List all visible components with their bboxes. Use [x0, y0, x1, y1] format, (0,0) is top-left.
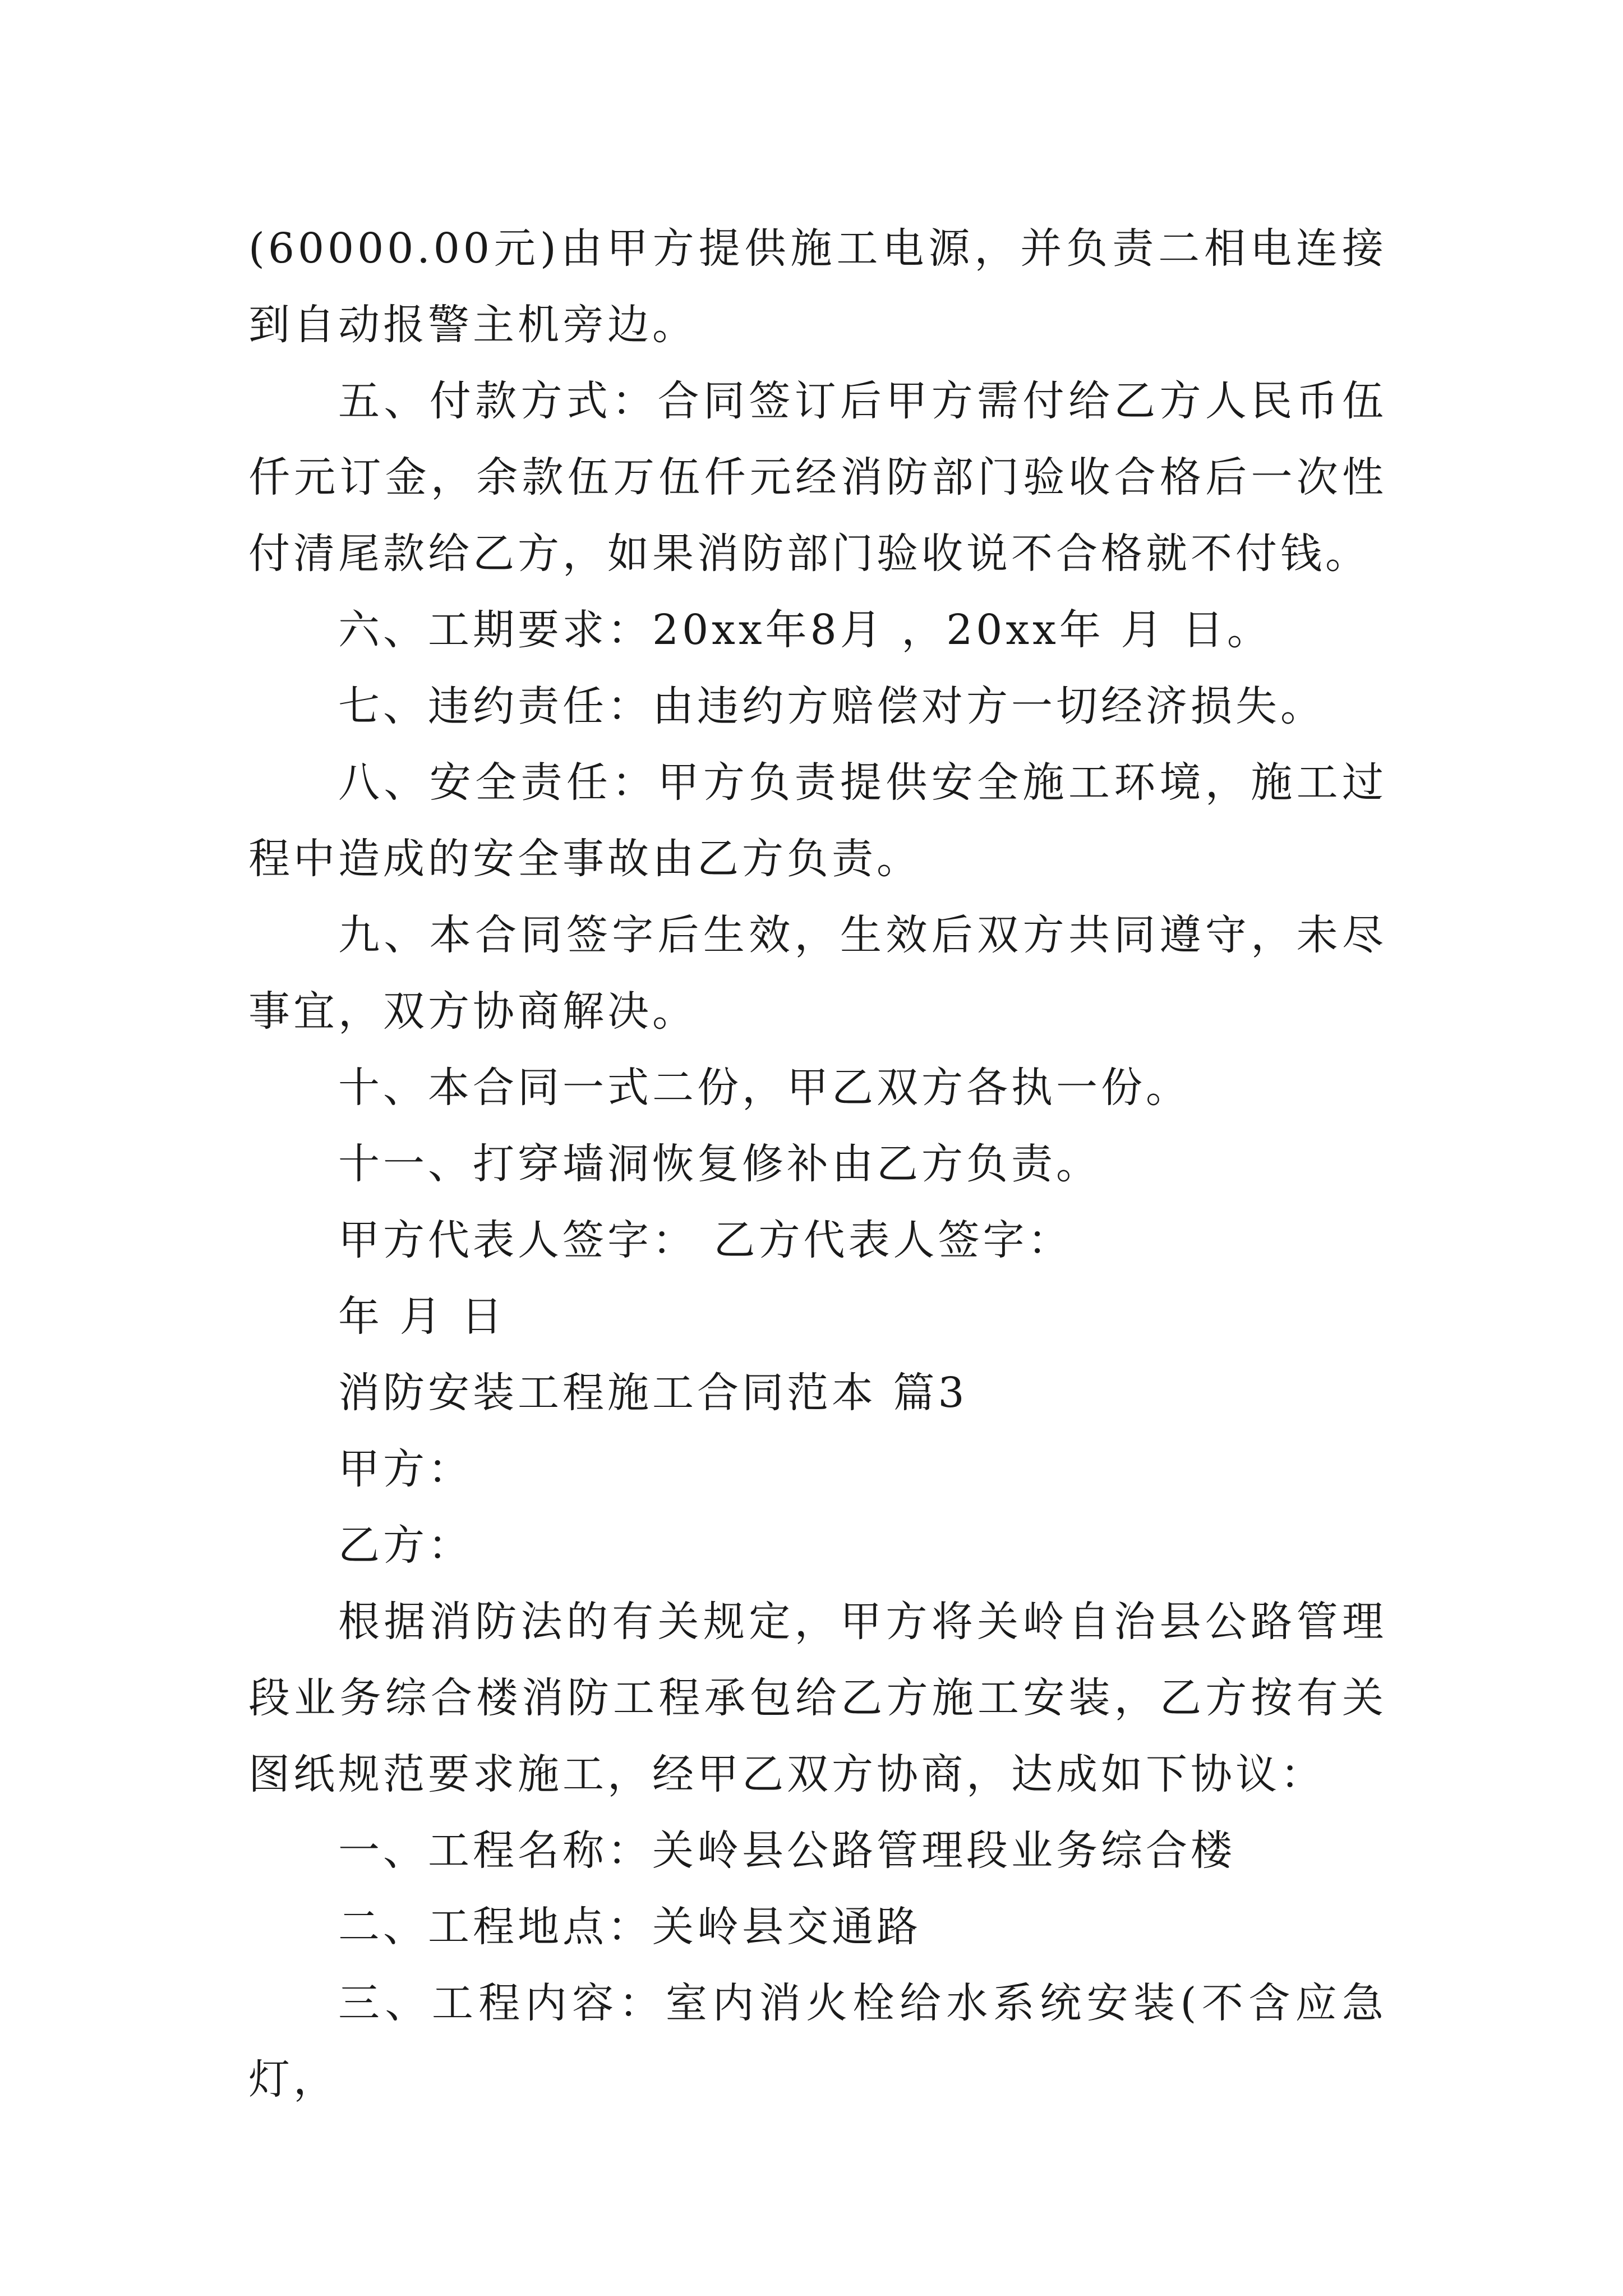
- document-body: [248, 210, 1387, 2118]
- paragraph-project-location: 二、工程地点：关岭县交通路: [338, 1903, 921, 1951]
- paragraph-wall-repair: 十一、打穿墙洞恢复修补由乙方负责。: [338, 1140, 1101, 1188]
- paragraph-preamble: 根据消防法的有关规定，甲方将关岭自治县公路管理段业务综合楼消防工程承包给乙方施工安装，乙方按有关图纸规范要求施工，经甲乙双方协商，达成如下协议：: [248, 1598, 1387, 1798]
- paragraph-power-supply: (60000.00元)由甲方提供施工电源，并负责二相电连接到自动报警主机旁边。: [248, 224, 1387, 349]
- party-a-line: 甲方：: [338, 1445, 473, 1493]
- paragraph-breach-liability: 七、违约责任：由违约方赔偿对方一切经济损失。: [338, 682, 1325, 730]
- paragraph-copies: 十、本合同一式二份，甲乙双方各执一份。: [338, 1064, 1191, 1112]
- paragraph-schedule: 六、工期要求：20xx年8月 ，20xx年 月 日。: [338, 606, 1272, 654]
- paragraph-effectiveness: 九、本合同签字后生效，生效后双方共同遵守，未尽事宜，双方协商解决。: [248, 911, 1387, 1036]
- date-line: 年 月 日: [338, 1292, 506, 1341]
- paragraph-project-content: 三、工程内容：室内消火栓给水系统安装(不含应急灯，: [248, 1979, 1387, 2104]
- paragraph-safety-liability: 八、安全责任：甲方负责提供安全施工环境，施工过程中造成的安全事故由乙方负责。: [248, 758, 1387, 883]
- paragraph-payment-method: 五、付款方式：合同签订后甲方需付给乙方人民币伍仟元订金，余款伍万伍仟元经消防部门验收合格后一次性付清尾款给乙方，如果消防部门验收说不合格就不付钱。: [248, 377, 1387, 578]
- party-b-line: 乙方：: [338, 1521, 473, 1570]
- paragraph-project-name: 一、工程名称：关岭县公路管理段业务综合楼: [338, 1826, 1235, 1875]
- section-heading: 消防安装工程施工合同范本 篇3: [338, 1369, 968, 1417]
- signature-line: 甲方代表人签字： 乙方代表人签字：: [338, 1216, 1073, 1264]
